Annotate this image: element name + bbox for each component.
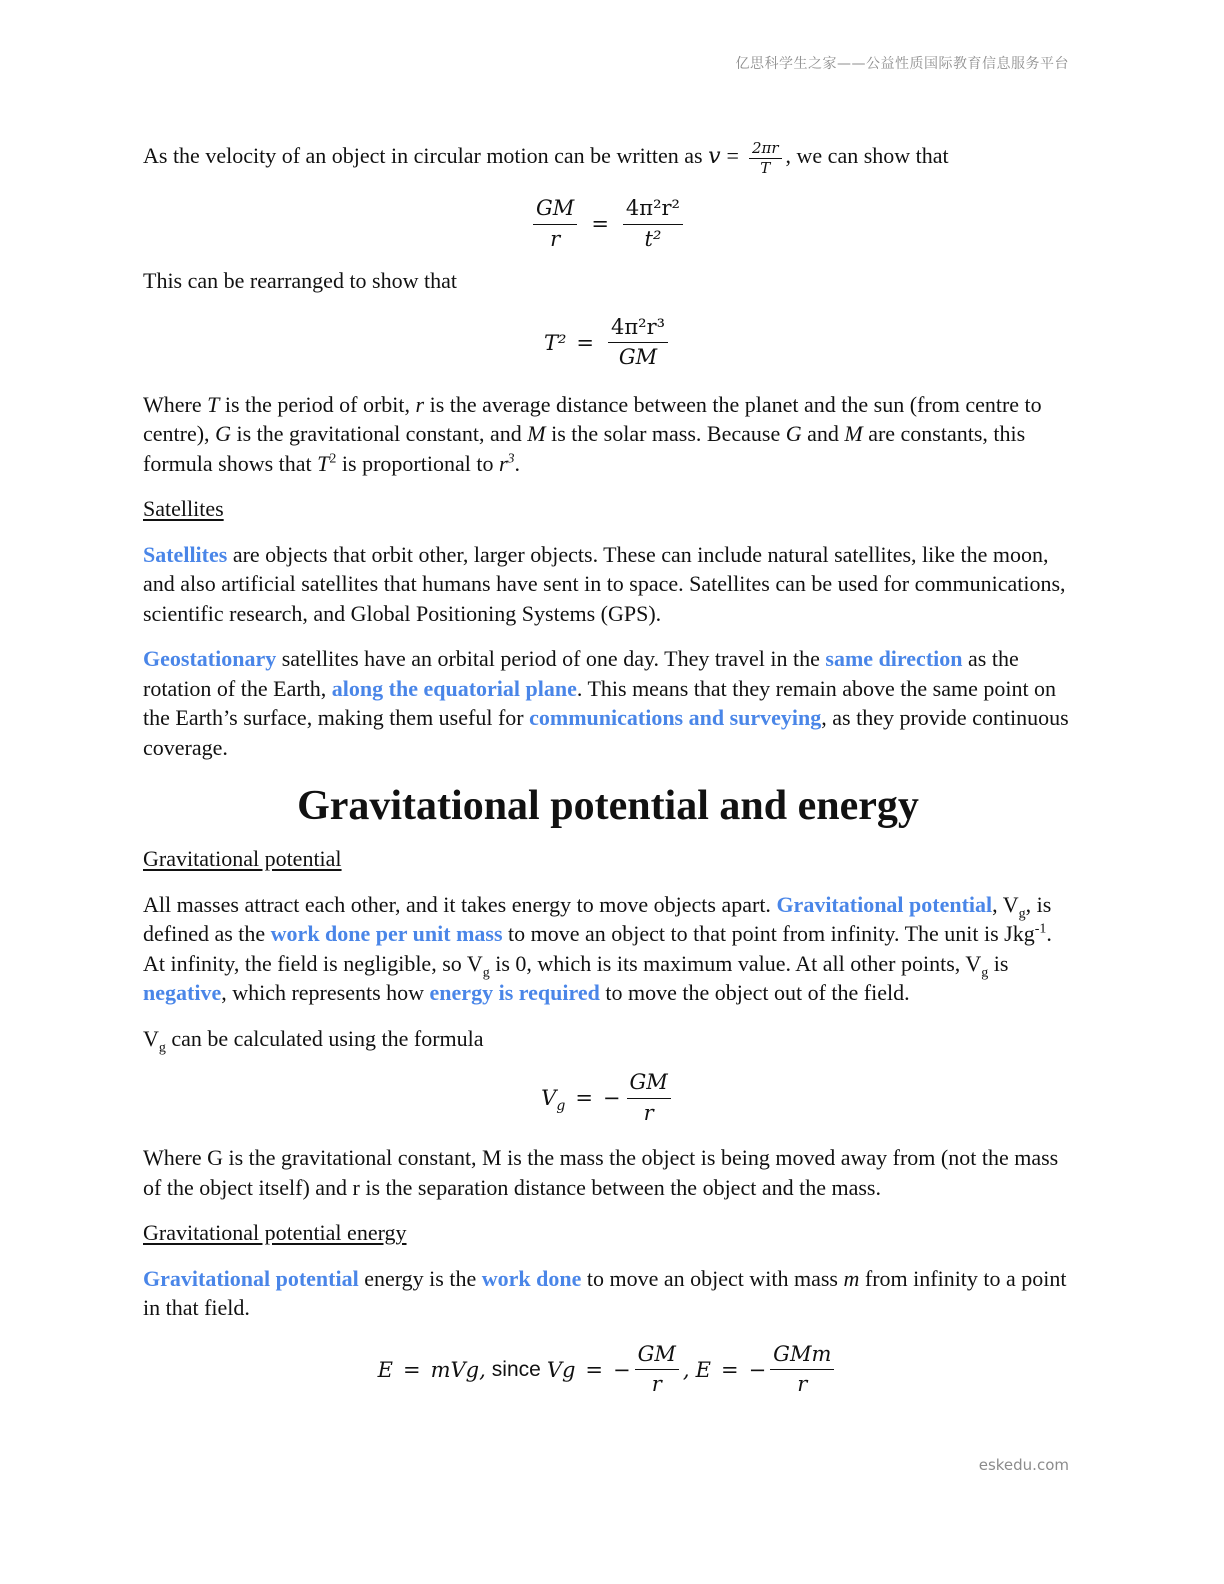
satellites-heading: Satellites bbox=[143, 496, 224, 521]
keyword-equatorial-plane: along the equatorial plane bbox=[331, 675, 577, 701]
energy-heading: Gravitational potential energy bbox=[143, 1220, 407, 1245]
intro-text-end: , we can show that bbox=[785, 143, 949, 169]
eq2-equals: = bbox=[576, 330, 594, 355]
eq3-equals: = bbox=[575, 1086, 593, 1110]
equation-energy: E = mVg, since Vg = − $\frac{GM}{r}$ , E = − $\frac{\text{GMm}}{r}$ bbox=[143, 1335, 1073, 1405]
eq2-rhs-numerator: 4π²r³ bbox=[608, 316, 668, 343]
eq3-denominator: r bbox=[643, 1100, 654, 1125]
energy-paragraph: Gravitational potential energy is the work done to move an object with mass m from infinity to a point in that field. bbox=[143, 1265, 1067, 1320]
velocity-fraction bbox=[749, 140, 782, 176]
keyword-geostationary: Geostationary bbox=[143, 646, 277, 671]
eq1-rhs-denominator: t² bbox=[644, 226, 662, 251]
potential-paragraph: All masses attract each other, and it takes energy to move objects apart. Gravitational potential, $V_g$, is defined as the work done per unit mass to move an object to that point from infinity. The unit is Jkg$^{-1}$. At infinity, the field is negligible, so $V_g$ is 0, which is its maximum value. At all other points, $V_g$ is negative, which represents how energy is required to move the object out of the field. bbox=[143, 891, 1052, 1005]
kepler-explanation: Where T is the period of orbit, r is the average distance between the planet and the sun (from centre to centre), G is the gravitational constant, and M is the solar mass. Because G and M are constants, this formula shows that $T^2$ is proportional to $r^3$. bbox=[143, 391, 1042, 476]
page-header: 亿思科学生之家——公益性质国际教育信息服务平台 bbox=[735, 56, 1069, 72]
intro-paragraph bbox=[143, 140, 1073, 176]
equation-potential bbox=[143, 1065, 1073, 1131]
potential-heading: Gravitational potential bbox=[143, 846, 342, 871]
eq1-equals: = bbox=[591, 212, 609, 236]
eq3-lhs: V bbox=[541, 1086, 557, 1110]
document-body bbox=[143, 140, 1073, 1405]
keyword-gravitational-potential: Gravitational potential bbox=[776, 891, 993, 917]
equation-kepler bbox=[143, 310, 1073, 376]
keyword-work-done: work done bbox=[481, 1265, 582, 1291]
keyword-energy-required: energy is required bbox=[429, 980, 600, 1005]
eq2-lhs: T² bbox=[543, 330, 567, 355]
eq3-lhs-subscript: g bbox=[556, 1098, 566, 1115]
eq2-rhs-denominator: GM bbox=[618, 345, 658, 369]
velocity-numerator: 2πr bbox=[749, 140, 782, 159]
geostationary-paragraph: Geostationary satellites have an orbital period of one day. They travel in the same direction as the rotation of the Earth, along the equatorial plane. This means that they remain above the same point on the Earth’s surface, making them useful for communications and surveying, as they provide continuous coverage. bbox=[143, 646, 1069, 760]
keyword-work-done-per-unit-mass: work done per unit mass bbox=[270, 921, 503, 946]
page-footer: eskedu.com bbox=[978, 1456, 1069, 1474]
velocity-denominator: T bbox=[760, 158, 771, 177]
equation-centripetal bbox=[143, 192, 1073, 256]
keyword-communications: communications and surveying bbox=[529, 705, 822, 730]
eq1-rhs-numerator: 4π²r² bbox=[623, 197, 683, 224]
keyword-same-direction: same direction bbox=[825, 646, 963, 671]
equals-sign: = bbox=[726, 143, 739, 169]
eq3-minus: − bbox=[602, 1086, 621, 1110]
keyword-satellites: Satellites bbox=[143, 541, 228, 567]
intro-text: As the velocity of an object in circular motion can be written as bbox=[143, 143, 709, 169]
satellites-paragraph: Satellites are objects that orbit other, larger objects. These can include natural satellites, like the moon, and also artificial satellites that humans have sent in to space. Satellites can be used for communications, scientific research, and Global Positioning Systems (GPS). bbox=[143, 541, 1066, 626]
eq3-numerator: GM bbox=[627, 1071, 671, 1098]
velocity-symbol: v bbox=[708, 144, 721, 170]
keyword-gravitational-potential-energy: Gravitational potential bbox=[143, 1265, 359, 1291]
eq1-lhs-numerator: GM bbox=[533, 197, 577, 224]
where-g-paragraph: Where G is the gravitational constant, M is the mass the object is being moved away from (not the mass of the object itself) and r is the separation distance between the object and the mass. bbox=[143, 1145, 1059, 1200]
rearrange-text: This can be rearranged to show that bbox=[143, 268, 457, 293]
calc-intro: $V_g$ can be calculated using the formula bbox=[143, 1025, 484, 1055]
keyword-negative: negative bbox=[143, 980, 222, 1005]
section-title: Gravitational potential and energy bbox=[297, 783, 919, 829]
eq1-lhs-denominator: r bbox=[550, 226, 561, 251]
